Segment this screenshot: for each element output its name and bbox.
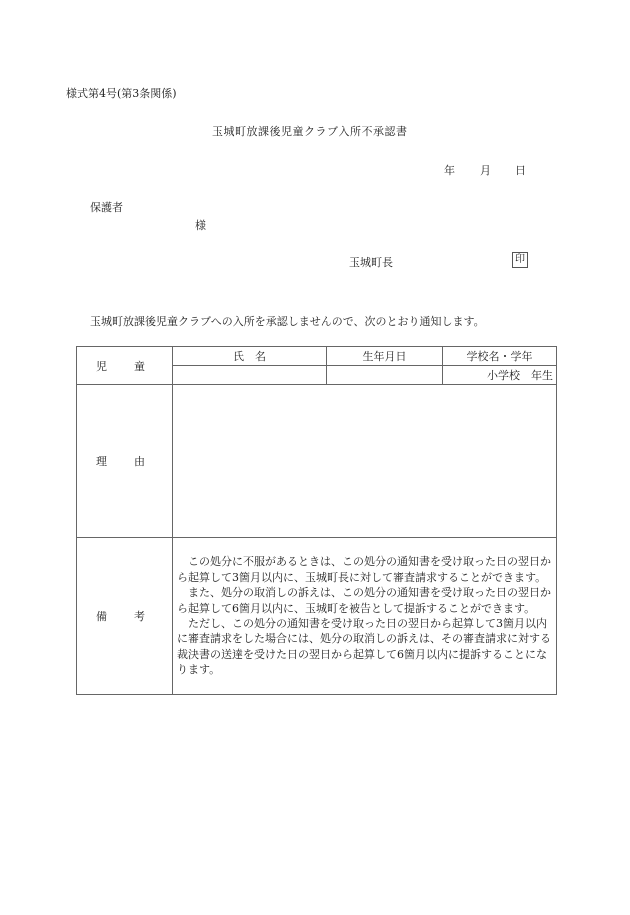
seal-mark: 印 — [512, 252, 528, 268]
guardian-label: 保護者 — [90, 201, 123, 214]
name-header: 氏 名 — [173, 347, 327, 366]
remarks-label: 備 考 — [77, 538, 173, 695]
remarks-paragraph-3: ただし、この処分の通知書を受け取った日の翌日から起算して3箇月以内に審査請求をした場合には、処分の取消しの訴えは、その審査請求に対する裁決書の送達を受けた日の翌日から起算して6箇月以内に提訴することになります。 — [177, 617, 551, 677]
remarks-text — [173, 538, 557, 695]
form-table — [76, 346, 557, 695]
remarks-paragraph-1: この処分に不服があるときは、この処分の通知書を受け取った日の翌日から起算して3箇月以内に、玉城町長に対して審査請求することができます。 — [177, 555, 551, 584]
name-field[interactable] — [173, 366, 327, 385]
issuer-name: 玉城町長 — [349, 256, 393, 269]
child-label: 児 童 — [77, 347, 173, 385]
birthdate-header: 生年月日 — [327, 347, 443, 366]
reason-field[interactable] — [173, 385, 557, 538]
school-grade-field[interactable]: 小学校 年生 — [443, 366, 557, 385]
date-year-label: 年 — [444, 164, 455, 177]
reason-label: 理 由 — [77, 385, 173, 538]
remarks-paragraph-2: また、処分の取消しの訴えは、この処分の通知書を受け取った日の翌日から起算して6箇月以内に、玉城町を被告として提訴することができます。 — [177, 586, 551, 615]
date-month-label: 月 — [480, 164, 491, 177]
school-grade-header: 学校名・学年 — [443, 347, 557, 366]
notice-text: 玉城町放課後児童クラブへの入所を承認しませんので、次のとおり通知します。 — [90, 315, 485, 328]
date-day-label: 日 — [515, 164, 526, 177]
birthdate-field[interactable] — [327, 366, 443, 385]
honorific-label: 様 — [195, 219, 206, 232]
form-number: 様式第4号(第3条関係) — [66, 87, 177, 100]
document-title: 玉城町放課後児童クラブ入所不承認書 — [212, 125, 408, 138]
